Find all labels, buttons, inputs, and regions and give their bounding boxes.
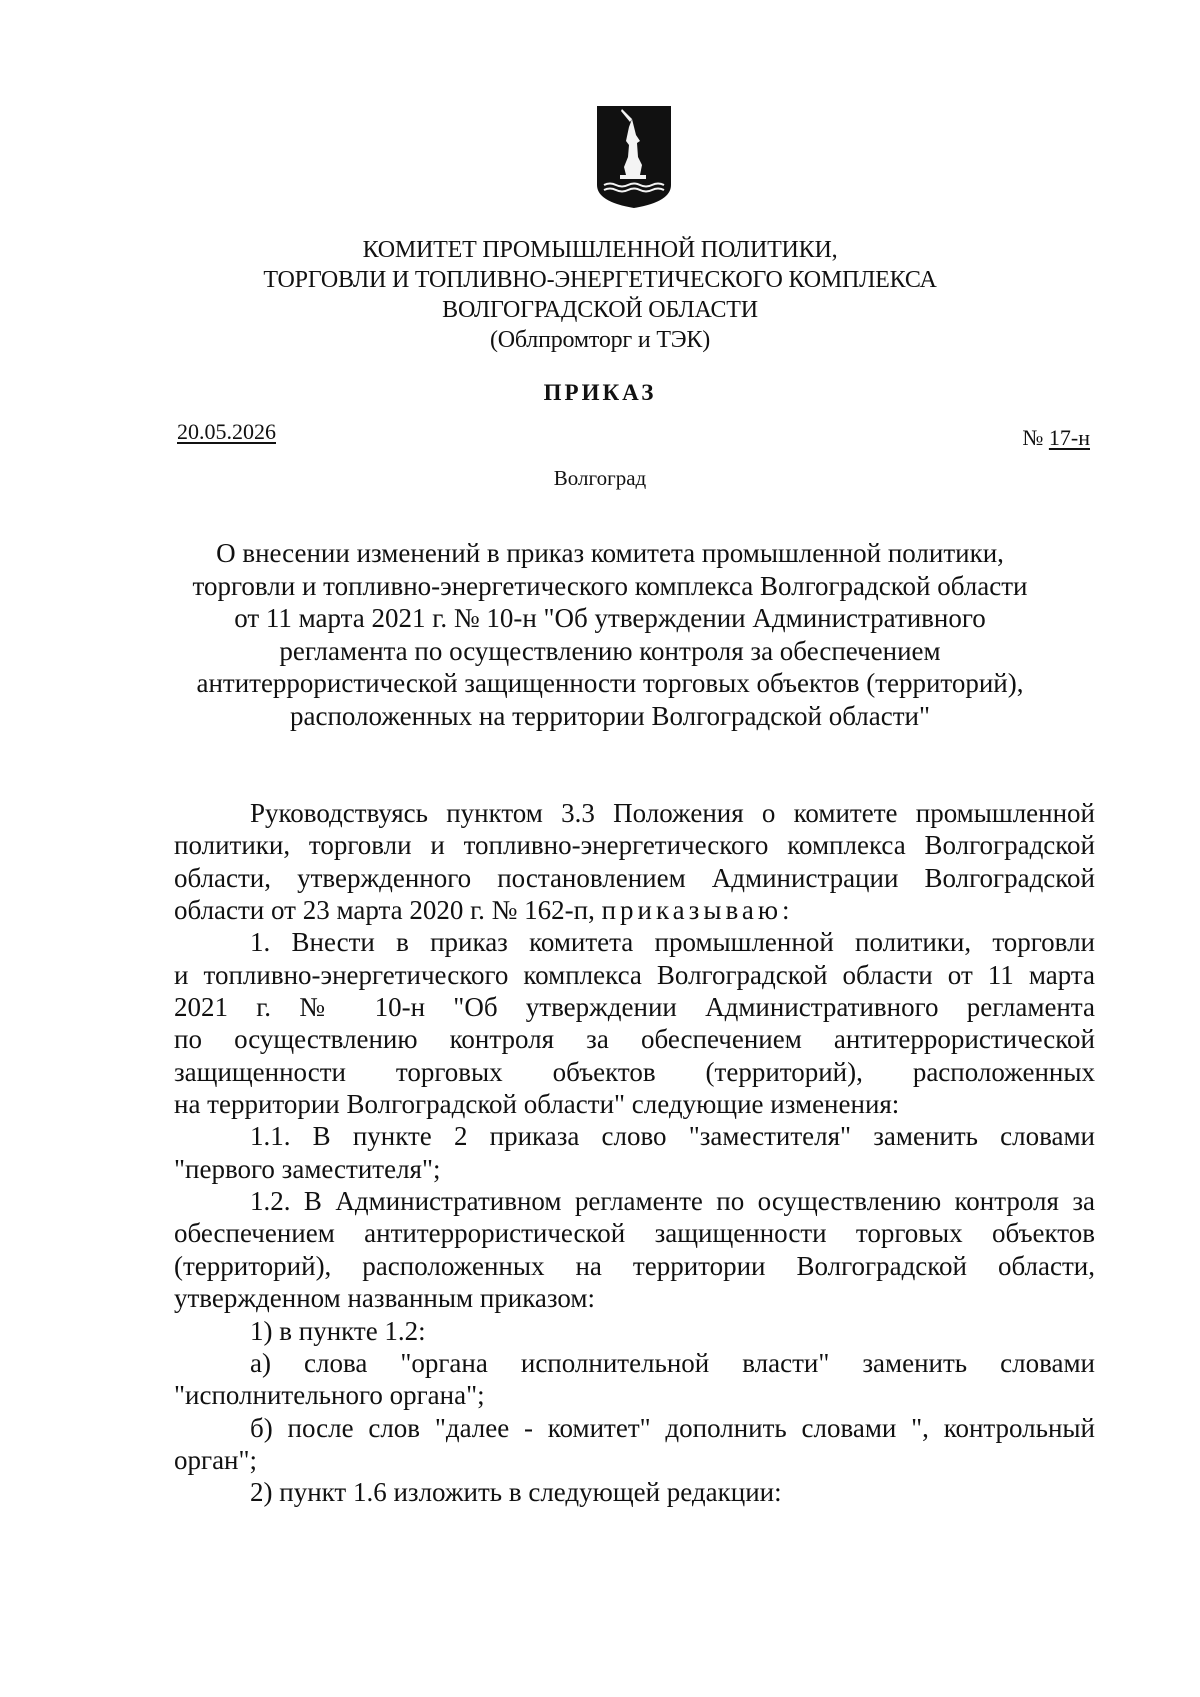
body-line: по осуществлению контроля за обеспечением антитеррористической: [174, 1024, 1095, 1055]
body-line: 1. Внести в приказ комитета промышленной политики, торговли: [250, 927, 1095, 958]
subject-line: торговли и топливно-энергетического комплекса Волгоградской области: [192, 570, 1028, 601]
order-title: ПРИКАЗ: [543, 380, 657, 405]
body-line: утвержденном названным приказом:: [174, 1283, 595, 1314]
body-line: [174, 894, 1095, 926]
subject-line: от 11 марта 2021 г. № 10-н "Об утверждении Административного: [234, 603, 986, 634]
body-line: б) после слов "далее - комитет" дополнить словами ", контрольный: [250, 1412, 1095, 1443]
order-subject: [150, 537, 1070, 733]
order-number: [1022, 425, 1090, 451]
body-line: 2) пункт 1.6 изложить в следующей редакции:: [250, 1477, 782, 1508]
body-line: 1.2. В Административном регламенте по осуществлению контроля за: [250, 1186, 1095, 1217]
org-line: КОМИТЕТ ПРОМЫШЛЕННОЙ ПОЛИТИКИ,: [362, 237, 838, 263]
body-line: "исполнительного органа";: [174, 1380, 485, 1411]
body-line: (территорий), расположенных на территории Волгоградской области,: [174, 1250, 1095, 1281]
subject-line: О внесении изменений в приказ комитета промышленной политики,: [216, 538, 1004, 568]
order-directive: приказываю:: [601, 895, 794, 926]
body-line: "первого заместителя";: [174, 1153, 441, 1184]
org-abbreviation: (Облпромторг и ТЭК): [489, 327, 711, 353]
org-line: ВОЛГОГРАДСКОЙ ОБЛАСТИ: [442, 297, 758, 323]
body-line: защищенности торговых объектов (территорий), расположенных: [174, 1056, 1095, 1087]
order-number-value: 17-н: [1048, 425, 1090, 450]
coat-of-arms-emblem-icon: [596, 105, 672, 209]
subject-line: регламента по осуществлению контроля за обеспечением: [279, 635, 941, 666]
order-number-prefix: №: [1022, 425, 1049, 450]
body-line: и топливно-энергетического комплекса Волгоградской области от 11 марта: [174, 959, 1095, 990]
order-city: Волгоград: [553, 466, 647, 490]
subject-line: антитеррористической защищенности торговых объектов (территорий),: [196, 668, 1024, 699]
body-line: а) слова "органа исполнительной власти" заменить словами: [250, 1347, 1095, 1378]
body-line: Руководствуясь пунктом 3.3 Положения о комитете промышленной: [250, 798, 1095, 828]
body-line: 1) в пункте 1.2:: [250, 1315, 426, 1346]
body-line: политики, торговли и топливно-энергетического комплекса Волгоградской: [174, 830, 1095, 861]
body-line-text: области от 23 марта 2020 г. № 162-п,: [174, 895, 595, 926]
order-date: 20.05.2026: [177, 419, 276, 444]
organization-header: [0, 235, 1200, 355]
body-line: орган";: [174, 1444, 258, 1475]
org-line: ТОРГОВЛИ И ТОПЛИВНО-ЭНЕРГЕТИЧЕСКОГО КОМПЛЕКСА: [263, 267, 937, 293]
subject-line: расположенных на территории Волгоградской области": [290, 700, 930, 731]
order-body: [174, 797, 1095, 1509]
body-line: области, утвержденного постановлением Администрации Волгоградской: [174, 862, 1095, 893]
body-line: на территории Волгоградской области" следующие изменения:: [174, 1089, 900, 1120]
body-line: 1.1. В пункте 2 приказа слово "заместителя" заменить словами: [250, 1121, 1095, 1152]
body-line: 2021 г. № 10-н "Об утверждении Административного регламента: [174, 992, 1095, 1023]
body-line: обеспечением антитеррористической защищенности торговых объектов: [174, 1218, 1095, 1249]
